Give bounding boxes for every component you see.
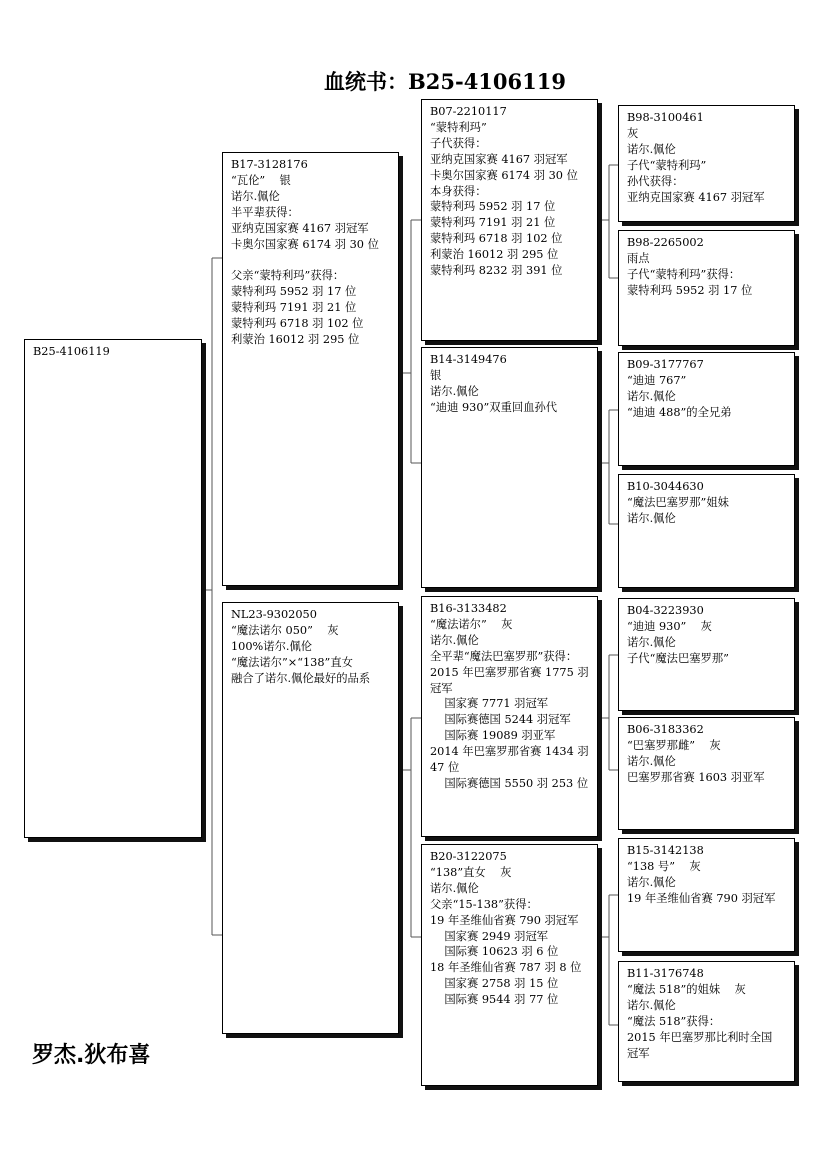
sire-card <box>222 152 399 586</box>
pedigree-text-line: 国际赛 10623 羽 6 位 <box>430 945 559 959</box>
pedigree-text-line: 冠军 <box>430 681 453 695</box>
pedigree-text-line: 100%诺尔.佩伦 <box>231 639 313 653</box>
sire-sire-dam-card <box>618 230 795 346</box>
pedigree-text-line: 蒙特利玛 6718 羽 102 位 <box>430 232 563 246</box>
pedigree-text-line: 蒙特利玛 5952 羽 17 位 <box>430 200 556 214</box>
pedigree-text-line: “迪迪 488”的全兄弟 <box>627 405 732 419</box>
pedigree-text-line: 诺尔.佩伦 <box>430 384 479 398</box>
breeder-name: 罗杰.狄布喜 <box>32 1043 151 1068</box>
ring-number: B07-2210117 <box>430 105 507 118</box>
pedigree-text-line: 蒙特利玛 6718 羽 102 位 <box>231 317 364 331</box>
pedigree-text-line: 蒙特利玛 7191 羽 21 位 <box>430 216 556 230</box>
pedigree-text-line: 融合了诺尔.佩伦最好的品系 <box>231 671 371 685</box>
sire-dam-dam-card <box>618 474 795 588</box>
pedigree-text-line: 亚纳克国家赛 4167 羽冠军 <box>627 190 765 204</box>
pedigree-text-line: 孙代获得： <box>627 174 684 188</box>
sire-dam-card <box>421 347 598 588</box>
pedigree-text-line: “瓦伦” 银 <box>231 173 291 187</box>
sire-sire-card <box>421 99 598 341</box>
ring-number: B14-3149476 <box>430 353 507 366</box>
ring-number: B25-4106119 <box>33 345 110 358</box>
ring-number: B09-3177767 <box>627 358 704 371</box>
dam-sire-card <box>421 596 598 837</box>
pedigree-text-line: 巴塞罗那省赛 1603 羽亚军 <box>627 770 765 784</box>
pedigree-text-line: “迪迪 930” 灰 <box>627 619 712 633</box>
pedigree-text-line: 利蒙治 16012 羽 295 位 <box>231 332 360 346</box>
ring-number: B17-3128176 <box>231 158 308 171</box>
ring-number: B15-3142138 <box>627 844 704 857</box>
dam-card <box>222 602 399 1034</box>
pedigree-text-line: 诺尔.佩伦 <box>627 875 676 889</box>
ring-number: B11-3176748 <box>627 967 704 980</box>
pedigree-text-line: “138 号” 灰 <box>627 859 701 873</box>
pedigree-text-line: 诺尔.佩伦 <box>231 189 280 203</box>
pedigree-text-line: 蒙特利玛 5952 羽 17 位 <box>231 285 357 299</box>
pedigree-text-line: 国际赛德国 5550 羽 253 位 <box>430 776 589 790</box>
dam-sire-sire-card <box>618 598 795 711</box>
pedigree-text-line: 19 年圣维仙省赛 790 羽冠军 <box>627 891 776 905</box>
pedigree-text-line: “魔法 518”的姐妹 灰 <box>627 982 746 996</box>
pedigree-text-line: 诺尔.佩伦 <box>627 142 676 156</box>
pedigree-text-line: 银 <box>430 368 442 382</box>
ring-number: B04-3223930 <box>627 604 704 617</box>
dam-sire-dam-card <box>618 717 795 830</box>
pedigree-text-line: “138”直女 灰 <box>430 865 512 879</box>
pedigree-text-line: 诺尔.佩伦 <box>627 389 676 403</box>
pedigree-text-line: “巴塞罗那雌” 灰 <box>627 738 721 752</box>
pedigree-text-line: 子代“魔法巴塞罗那” <box>627 651 729 665</box>
pedigree-text-line: 国家赛 7771 羽冠军 <box>430 697 549 711</box>
ring-number: B98-2265002 <box>627 236 704 249</box>
pedigree-text-line: “魔法 518”获得： <box>627 1014 721 1028</box>
pedigree-text-line: 全平辈“魔法巴塞罗那”获得： <box>430 649 578 663</box>
pedigree-text-line: 蒙特利玛 5952 羽 17 位 <box>627 283 753 297</box>
pedigree-text-line: 子代“蒙特利玛” <box>627 158 707 172</box>
dam-dam-card <box>421 844 598 1086</box>
ring-number: B06-3183362 <box>627 723 704 736</box>
pedigree-text-line: “魔法诺尔”×“138”直女 <box>231 655 353 669</box>
pedigree-text-line: 诺尔.佩伦 <box>627 754 676 768</box>
pedigree-text-line: “魔法诺尔” 灰 <box>430 617 513 631</box>
pedigree-text-line: 诺尔.佩伦 <box>430 633 479 647</box>
pedigree-text-line: “蒙特利玛” <box>430 120 487 134</box>
pedigree-text-line: 国家赛 2758 羽 15 位 <box>430 977 559 991</box>
pedigree-text-line: 2015 年巴塞罗那比利时全国 <box>627 1030 773 1044</box>
pedigree-text-line: “迪迪 767” <box>627 373 687 387</box>
pedigree-text-line: 国家赛 2949 羽冠军 <box>430 929 549 943</box>
dam-dam-sire-card <box>618 838 795 952</box>
pedigree-text-line: 国际赛 19089 羽亚军 <box>430 729 556 743</box>
pedigree-text-line: 半平辈获得： <box>231 205 299 219</box>
dam-dam-dam-card <box>618 961 795 1082</box>
sire-dam-sire-card <box>618 352 795 466</box>
sire-sire-sire-card <box>618 105 795 222</box>
pedigree-text-line: 卡奥尔国家赛 6174 羽 30 位 <box>231 237 379 251</box>
pedigree-text-line: 灰 <box>627 126 639 140</box>
ring-number: B20-3122075 <box>430 850 507 863</box>
pedigree-text-line: 冠军 <box>627 1046 650 1060</box>
pedigree-text-line: 雨点 <box>627 251 650 265</box>
pedigree-text-line: 47 位 <box>430 761 460 775</box>
pedigree-text-line: 本身获得： <box>430 184 487 198</box>
pedigree-text-line: 亚纳克国家赛 4167 羽冠军 <box>430 152 568 166</box>
pedigree-text-line: 诺尔.佩伦 <box>430 881 479 895</box>
pedigree-text-line: 诺尔.佩伦 <box>627 998 676 1012</box>
pedigree-text-line: 亚纳克国家赛 4167 羽冠军 <box>231 221 369 235</box>
pedigree-text-line: 父亲“15-138”获得： <box>430 897 538 911</box>
pedigree-text-line: 父亲“蒙特利玛”获得： <box>231 269 345 283</box>
pedigree-text-line: 蒙特利玛 8232 羽 391 位 <box>430 264 563 278</box>
pedigree-text-line: 子代获得： <box>430 136 487 150</box>
pedigree-text-line: 利蒙治 16012 羽 295 位 <box>430 248 559 262</box>
pedigree-text-line: 蒙特利玛 7191 羽 21 位 <box>231 301 357 315</box>
pedigree-text-line: 国际赛 9544 羽 77 位 <box>430 993 559 1007</box>
pedigree-text-line: “魔法诺尔 050” 灰 <box>231 623 339 637</box>
pedigree-text-line: “迪迪 930”双重回血孙代 <box>430 400 558 414</box>
pedigree-text-line: 2014 年巴塞罗那省赛 1434 羽 <box>430 745 589 759</box>
pedigree-text-line: “魔法巴塞罗那”姐妹 <box>627 495 729 509</box>
pedigree-text-line: 2015 年巴塞罗那省赛 1775 羽 <box>430 665 589 679</box>
pedigree-text-line: 19 年圣维仙省赛 790 羽冠军 <box>430 913 579 927</box>
page-title: 血统书：B25-4106119 <box>324 69 566 94</box>
pedigree-text-line: 诺尔.佩伦 <box>627 635 676 649</box>
pigeon-card <box>24 339 202 838</box>
pedigree-text-line: 18 年圣维仙省赛 787 羽 8 位 <box>430 961 582 975</box>
pedigree-text-line: 卡奥尔国家赛 6174 羽 30 位 <box>430 168 578 182</box>
ring-number: B10-3044630 <box>627 480 704 493</box>
ring-number: NL23-9302050 <box>231 608 317 621</box>
ring-number: B16-3133482 <box>430 602 507 615</box>
pedigree-text-line: 诺尔.佩伦 <box>627 511 676 525</box>
ring-number: B98-3100461 <box>627 111 704 124</box>
pedigree-text-line: 国际赛德国 5244 羽冠军 <box>430 713 571 727</box>
pedigree-text-line: 子代“蒙特利玛”获得： <box>627 267 741 281</box>
pedigree-text-line <box>231 252 392 268</box>
